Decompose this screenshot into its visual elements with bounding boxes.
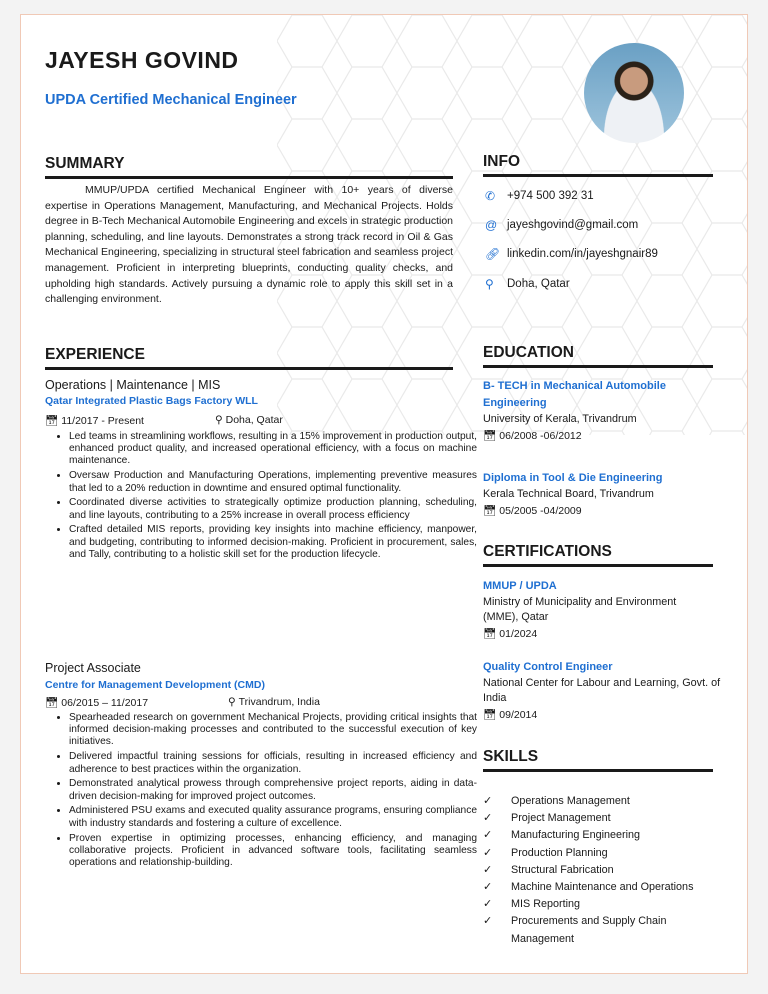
- job-1-company: Qatar Integrated Plastic Bags Factory WLL: [45, 395, 258, 407]
- list-item: • Coordinated diverse activities to strategically optimize production planning, scheduling, and line layouts, contributing to a 25% increase in overall process efficiency: [69, 497, 477, 521]
- calendar-icon: 📅︎: [483, 430, 497, 442]
- list-item: ✓ Procurements and Supply Chain Management: [483, 913, 693, 947]
- list-item: • Spearheaded research on government Mechanical Projects, providing critical insights that informed decision-making processes and contributed to the successful execution of key initiatives.: [69, 712, 477, 749]
- location-pin-icon: ⚲: [485, 277, 494, 291]
- summary-heading: SUMMARY: [45, 155, 453, 179]
- info-heading: INFO: [483, 153, 713, 177]
- checkmark-icon: ✓: [483, 795, 493, 807]
- job-2-location: Trivandrum, India: [238, 696, 320, 708]
- education-2-dates: 05/2005 -04/2009: [499, 505, 582, 517]
- job-2-bullets: [45, 712, 477, 872]
- profile-photo: [584, 43, 684, 143]
- calendar-icon: 📅︎: [45, 697, 59, 709]
- job-1-bullets: [45, 431, 477, 564]
- info-linkedin[interactable]: linkedin.com/in/jayeshgnair89: [507, 248, 658, 260]
- job-2-company: Centre for Management Development (CMD): [45, 679, 265, 691]
- checkmark-icon: ✓: [483, 829, 493, 842]
- info-location-row: [485, 277, 570, 291]
- certification-1-date-row: [483, 627, 537, 640]
- checkmark-icon: ✓: [483, 863, 493, 876]
- info-linkedin-row: [485, 247, 658, 261]
- checkmark-icon: ✓: [483, 898, 493, 911]
- education-1-degree: B- TECH in Mechanical Automobile Engineering: [483, 380, 666, 409]
- phone-icon: ✆: [485, 189, 496, 203]
- certification-1-issuer: Ministry of Municipality and Environment (MME), Qatar: [483, 596, 677, 623]
- candidate-role: UPDA Certified Mechanical Engineer: [45, 92, 297, 108]
- certifications-heading: CERTIFICATIONS: [483, 543, 713, 567]
- info-email-row: [485, 218, 638, 232]
- link-icon: 🔗︎: [485, 247, 501, 261]
- list-item: • Administered PSU exams and executed quality assurance programs, ensuring compliance with industry standards and fostering a culture of excellence.: [69, 805, 477, 829]
- list-item: ✓ Operations Management: [483, 793, 693, 810]
- checkmark-icon: ✓: [483, 812, 493, 825]
- list-item: ✓ Project Management: [483, 810, 693, 827]
- list-item: • Proven expertise in optimizing processes, enhancing efficiency, and managing collaborative projects. Proficient in advanced software tools, facilitating seamless operations and relationship-building.: [69, 833, 477, 870]
- job-2-dates: 06/2015 – 11/2017: [61, 697, 149, 709]
- certification-2-date: 09/2014: [499, 709, 538, 721]
- checkmark-icon: ✓: [483, 915, 493, 928]
- list-item: • Demonstrated analytical prowess through comprehensive project reports, aiding in data-driven decision-making for improved project outcomes.: [69, 778, 477, 802]
- job-1-title: Operations | Maintenance | MIS: [45, 378, 221, 392]
- list-item: • Led teams in streamlining workflows, resulting in a 15% improvement in production output, enhanced product quality, and increased operational efficiency, with a focus on machine maintenance.: [69, 431, 477, 468]
- experience-heading: EXPERIENCE: [45, 346, 453, 370]
- certification-2-name: Quality Control Engineer: [483, 661, 613, 673]
- list-item: ✓ Structural Fabrication: [483, 862, 693, 879]
- resume-page: [20, 14, 748, 974]
- info-email[interactable]: jayeshgovind@gmail.com: [507, 219, 639, 231]
- list-item: ✓ Machine Maintenance and Operations: [483, 879, 693, 896]
- calendar-icon: 📅︎: [483, 709, 497, 721]
- education-2-degree: Diploma in Tool & Die Engineering: [483, 472, 663, 484]
- education-2-school: Kerala Technical Board, Trivandrum: [483, 488, 654, 500]
- location-pin-icon: ⚲: [228, 696, 236, 708]
- job-1-location: Doha, Qatar: [225, 414, 283, 426]
- certification-2-date-row: [483, 708, 537, 721]
- calendar-icon: 📅︎: [45, 415, 59, 427]
- skills-heading: SKILLS: [483, 748, 713, 772]
- list-item: ✓ MIS Reporting: [483, 896, 693, 913]
- certification-1-date: 01/2024: [499, 628, 538, 640]
- job-2-meta: [45, 696, 320, 709]
- skills-list: [483, 793, 693, 948]
- list-item: ✓ Manufacturing Engineering: [483, 827, 693, 844]
- info-phone: +974 500 392 31: [507, 190, 594, 202]
- at-icon: @: [485, 218, 498, 232]
- job-1-dates: 11/2017 - Present: [61, 415, 144, 427]
- calendar-icon: 📅︎: [483, 628, 497, 640]
- info-location: Doha, Qatar: [507, 278, 570, 290]
- education-1-dates-row: [483, 429, 582, 442]
- certification-1-name: MMUP / UPDA: [483, 580, 557, 592]
- list-item: • Oversaw Production and Manufacturing Operations, implementing preventive measures that led to a 20% reduction in downtime and ensured optimal functionality.: [69, 470, 477, 494]
- candidate-name: JAYESH GOVIND: [45, 47, 239, 73]
- list-item: • Delivered impactful training sessions for officials, resulting in increased efficiency and adherence to best practices within the organization.: [69, 751, 477, 775]
- education-2-dates-row: [483, 504, 582, 517]
- job-1-meta: [45, 414, 283, 427]
- certification-2-issuer: National Center for Labour and Learning, Govt. of India: [483, 677, 721, 704]
- summary-text: MMUP/UPDA certified Mechanical Engineer with 10+ years of diverse expertise in Operations Management, Manufacturing, and Mechanical Projects. Holds degree in B-Tech Mechanical Automobile Engineering and excels in strategic production planning, scheduling, and line layouts. Demonstrates a strong track record in Oil & Gas Mechanical Engineering, specializing in structural steel fabrication and seamless project management. Proficient in interpreting blueprints, conducting quality checks, and upholding high standards. Actively pursuing a dynamic role to apply this skill set in a challenging environment.: [45, 184, 453, 306]
- education-heading: EDUCATION: [483, 344, 713, 368]
- location-pin-icon: ⚲: [215, 414, 223, 426]
- education-1-school: University of Kerala, Trivandrum: [483, 413, 637, 425]
- education-1-dates: 06/2008 -06/2012: [499, 430, 582, 442]
- info-phone-row: [485, 189, 594, 203]
- list-item: ✓ Production Planning: [483, 845, 693, 862]
- job-2-title: Project Associate: [45, 661, 141, 675]
- calendar-icon: 📅︎: [483, 505, 497, 517]
- list-item: • Crafted detailed MIS reports, providing key insights into machine efficiency, manpower, and budgeting, contributing to informed decision-making. Proficient in procurement, sales, and Tally, contributing to a holistic skill set for the production lifecycle.: [69, 524, 477, 561]
- checkmark-icon: ✓: [483, 881, 493, 894]
- checkmark-icon: ✓: [483, 846, 493, 859]
